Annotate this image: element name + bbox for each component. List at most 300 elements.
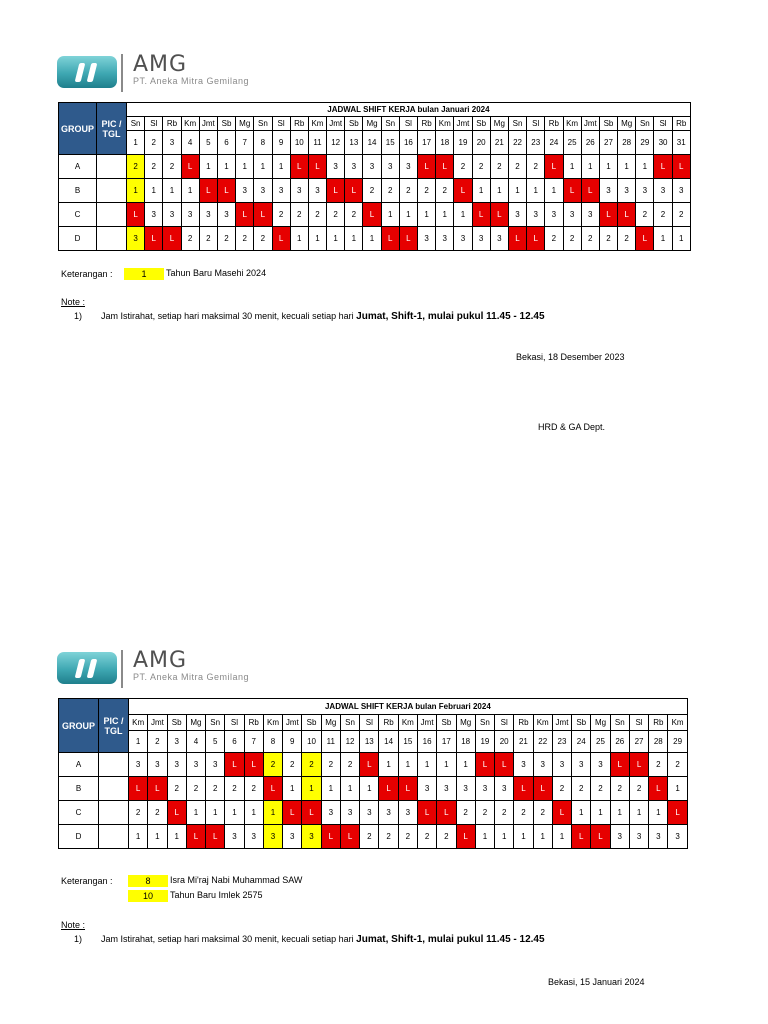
shift-cell: 2 [572,777,591,801]
shift-cell: 1 [379,753,398,777]
date-cell: 28 [618,131,636,155]
shift-cell: 1 [591,801,610,825]
date-cell: 20 [495,731,514,753]
note-number: 1) [74,934,83,944]
day-name-cell: Jmt [417,715,436,731]
date-cell: 12 [340,731,359,753]
shift-cell: 1 [581,155,599,179]
shift-cell: L [263,777,282,801]
shift-cell: 1 [533,825,552,849]
shift-cell: 1 [399,203,417,227]
date-cell: 12 [327,131,345,155]
legend-text: Isra Mi'raj Nabi Muhammad SAW [170,875,303,885]
shift-cell: L [290,155,308,179]
shift-cell: L [437,801,456,825]
shift-cell: 2 [514,801,533,825]
shift-cell: 1 [302,777,321,801]
shift-cell: L [456,825,475,849]
group-row [59,179,691,203]
shift-cell: 3 [533,753,552,777]
shift-cell: 3 [363,155,381,179]
group-label: B [59,179,97,203]
shift-cell: 1 [217,155,235,179]
pic-cell [97,203,127,227]
shift-cell: 3 [591,753,610,777]
shift-cell: 2 [636,203,654,227]
pic-tgl-header: PIC / TGL [97,103,127,155]
note-number: 1) [74,311,83,321]
date-cell: 27 [629,731,648,753]
shift-cell: 3 [302,825,321,849]
day-name-cell: Jmt [552,715,571,731]
shift-cell: L [186,825,205,849]
day-name-cell: Mg [456,715,475,731]
date-cell: 22 [533,731,552,753]
shift-cell: 3 [236,179,254,203]
department: HRD & GA Dept. [538,422,606,432]
shift-cell: 2 [254,227,272,251]
shift-cell: 1 [254,155,272,179]
shift-cell: L [572,825,591,849]
day-name-cell: Sb [572,715,591,731]
shift-cell: L [599,203,617,227]
shift-cell: 3 [379,801,398,825]
date-cell: 15 [381,131,399,155]
shift-cell: 2 [163,155,181,179]
shift-cell: L [629,753,648,777]
date-cell: 9 [283,731,302,753]
shift-cell: 2 [206,777,225,801]
shift-cell: 1 [436,203,454,227]
shift-cell: 1 [129,825,148,849]
date-cell: 2 [148,731,167,753]
date-cell: 19 [454,131,472,155]
date-cell: 31 [672,131,690,155]
date-cell: 7 [244,731,263,753]
shift-cell: 3 [456,777,475,801]
shift-cell: 1 [472,179,490,203]
day-name-cell: Mg [186,715,205,731]
date-cell: 4 [181,131,199,155]
note-bold: Jumat, Shift-1, mulai pukul 11.45 - 12.45 [356,311,545,322]
pic-cell [99,801,129,825]
shift-cell: 2 [437,825,456,849]
day-name-cell: Rb [163,117,181,131]
shift-cell: L [381,227,399,251]
shift-cell: 1 [475,825,494,849]
legend-swatch: 10 [128,890,168,902]
day-name-cell: Mg [490,117,508,131]
shift-cell: 3 [167,753,186,777]
shift-cell: 3 [672,179,690,203]
shift-cell: 1 [552,825,571,849]
shift-cell: 3 [508,203,526,227]
shift-cell: 3 [417,777,436,801]
date-cell: 2 [145,131,163,155]
shift-cell: 2 [527,155,545,179]
shift-cell: 3 [272,179,290,203]
day-name-cell: Sb [472,117,490,131]
shift-cell: 3 [636,179,654,203]
shift-cell: 2 [399,179,417,203]
group-row [59,801,688,825]
shift-cell: 3 [514,753,533,777]
shift-cell: 1 [649,801,668,825]
shift-cell: 1 [654,227,672,251]
shift-cell: 3 [244,825,263,849]
shift-cell: L [272,227,290,251]
day-name-cell: Sn [127,117,145,131]
shift-cell: L [495,753,514,777]
shift-cell: 3 [527,203,545,227]
shift-cell: 3 [129,753,148,777]
date-cell: 10 [302,731,321,753]
shift-cell: 3 [618,179,636,203]
shift-cell: 2 [340,753,359,777]
shift-cell: 3 [454,227,472,251]
shift-cell: 2 [186,777,205,801]
group-header: GROUP [59,699,99,753]
shift-cell: 3 [399,155,417,179]
shift-cell: 3 [572,753,591,777]
shift-cell: 3 [629,825,648,849]
shift-cell: L [206,825,225,849]
legend-text: Tahun Baru Masehi 2024 [166,268,267,278]
day-name-cell: Sn [610,715,629,731]
shift-cell: L [417,801,436,825]
shift-cell: L [552,801,571,825]
shift-cell: 3 [145,203,163,227]
shift-cell: 1 [572,801,591,825]
shift-cell: 3 [290,179,308,203]
shift-cell: 1 [167,825,186,849]
pic-cell [99,825,129,849]
shift-cell: L [283,801,302,825]
day-name-cell: Rb [672,117,690,131]
note-label: Note : [61,920,86,930]
date-cell: 18 [456,731,475,753]
shift-cell: 1 [363,227,381,251]
date-cell: 23 [552,731,571,753]
shift-cell: 1 [437,753,456,777]
shift-cell: 1 [263,801,282,825]
group-label: A [59,753,99,777]
shift-cell: 2 [454,155,472,179]
date-cell: 5 [206,731,225,753]
date-cell: 1 [129,731,148,753]
group-label: D [59,227,97,251]
shift-cell: 2 [236,227,254,251]
pic-cell [99,753,129,777]
day-name-cell: Mg [321,715,340,731]
day-name-cell: Jmt [283,715,302,731]
keterangan-label: Keterangan : [61,876,113,886]
date-cell: 21 [514,731,533,753]
amg-logo [57,648,277,688]
day-name-cell: Sb [345,117,363,131]
shift-cell: 2 [290,203,308,227]
place-date: Bekasi, 15 Januari 2024 [548,977,645,987]
shift-cell: L [145,227,163,251]
group-row [59,155,691,179]
schedule-title: JADWAL SHIFT KERJA bulan Februari 2024 [129,699,688,715]
shift-cell: L [527,227,545,251]
shift-cell: 1 [514,825,533,849]
pic-cell [97,179,127,203]
date-cell: 9 [272,131,290,155]
date-cell: 17 [418,131,436,155]
group-row [59,753,688,777]
day-name-cell: Sn [636,117,654,131]
shift-cell: L [244,753,263,777]
shift-cell: L [379,777,398,801]
shift-cell: 3 [490,227,508,251]
day-name-cell: Km [129,715,148,731]
shift-cell: 2 [668,753,687,777]
shift-cell: 3 [340,801,359,825]
shift-cell: 1 [418,203,436,227]
shift-cell: L [236,203,254,227]
logo-company: PT. Aneka Mitra Gemilang [133,76,250,86]
day-name-cell: Km [263,715,282,731]
shift-cell: 1 [495,825,514,849]
date-cell: 7 [236,131,254,155]
shift-cell: 1 [636,155,654,179]
shift-cell: 1 [148,825,167,849]
day-name-cell: Sn [206,715,225,731]
shift-cell: 1 [145,179,163,203]
shift-cell: 3 [127,227,145,251]
date-cell: 11 [321,731,340,753]
day-name-cell: Km [533,715,552,731]
day-name-cell: Sn [475,715,494,731]
day-name-cell: Rb [649,715,668,731]
day-name-cell: Km [563,117,581,131]
shift-cell: 3 [283,825,302,849]
shift-cell: 2 [129,801,148,825]
shift-cell: L [327,179,345,203]
date-cell: 25 [591,731,610,753]
day-name-cell: Sn [381,117,399,131]
day-name-cell: Sl [225,715,244,731]
shift-cell: 1 [508,179,526,203]
note-line [74,311,545,322]
shift-cell: 2 [581,227,599,251]
shift-cell: 2 [327,203,345,227]
date-cell: 14 [363,131,381,155]
day-name-cell: Km [308,117,326,131]
shift-cell: 3 [206,753,225,777]
date-cell: 21 [490,131,508,155]
shift-cell: 2 [217,227,235,251]
date-cell: 16 [417,731,436,753]
date-cell: 8 [254,131,272,155]
day-name-cell: Sl [654,117,672,131]
shift-cell: L [360,753,379,777]
shift-cell: 2 [225,777,244,801]
shift-cell: 1 [327,227,345,251]
shift-cell: 1 [127,179,145,203]
day-name-cell: Rb [244,715,263,731]
shift-cell: 2 [495,801,514,825]
shift-cell: L [533,777,552,801]
shift-cell: L [181,155,199,179]
day-name-cell: Km [181,117,199,131]
date-cell: 23 [527,131,545,155]
group-row [59,203,691,227]
shift-cell: 3 [225,825,244,849]
day-name-cell: Sl [360,715,379,731]
shift-cell: 2 [672,203,690,227]
day-name-cell: Rb [545,117,563,131]
shift-cell: 1 [345,227,363,251]
shift-cell: 3 [581,203,599,227]
shift-cell: L [167,801,186,825]
date-cell: 13 [360,731,379,753]
shift-cell: 3 [398,801,417,825]
shift-cell: L [490,203,508,227]
shift-cell: 2 [490,155,508,179]
shift-cell: 2 [533,801,552,825]
shift-cell: 1 [360,777,379,801]
date-cell: 3 [167,731,186,753]
group-row [59,227,691,251]
shift-cell: L [672,155,690,179]
shift-cell: 1 [244,801,263,825]
shift-cell: 2 [308,203,326,227]
shift-cell: 2 [610,777,629,801]
shift-cell: 3 [148,753,167,777]
logo-company: PT. Aneka Mitra Gemilang [133,672,250,682]
shift-cell: 1 [527,179,545,203]
date-cell: 14 [379,731,398,753]
shift-cell: L [508,227,526,251]
date-cell: 29 [636,131,654,155]
shift-cell: 3 [327,155,345,179]
shift-cell: L [254,203,272,227]
shift-cell: L [399,227,417,251]
shift-cell: 2 [552,777,571,801]
shift-cell: 1 [629,801,648,825]
note-bold: Jumat, Shift-1, mulai pukul 11.45 - 12.45 [356,934,545,945]
day-name-cell: Rb [514,715,533,731]
shift-cell: 2 [272,203,290,227]
note-text: Jam Istirahat, setiap hari maksimal 30 menit, kecuali setiap hari [101,311,357,321]
date-cell: 13 [345,131,363,155]
shift-cell: 3 [186,753,205,777]
legend-swatch: 1 [124,268,164,280]
shift-cell: L [475,753,494,777]
shift-cell: 2 [345,203,363,227]
date-cell: 8 [263,731,282,753]
shift-cell: 3 [199,203,217,227]
date-cell: 26 [610,731,629,753]
group-label: C [59,203,97,227]
shift-cell: 1 [206,801,225,825]
date-cell: 1 [127,131,145,155]
legend-swatch: 8 [128,875,168,887]
day-name-cell: Rb [290,117,308,131]
shift-cell: L [610,753,629,777]
shift-cell: L [618,203,636,227]
shift-cell: L [225,753,244,777]
shift-cell: 3 [610,825,629,849]
shift-cell: L [654,155,672,179]
day-name-cell: Jmt [148,715,167,731]
amg-badge-icon [57,56,117,88]
shift-cell: L [472,203,490,227]
february-schedule-table [58,698,688,849]
shift-cell: 2 [363,179,381,203]
shift-cell: 3 [475,777,494,801]
shift-cell: 1 [398,753,417,777]
shift-cell: 3 [495,777,514,801]
day-name-cell: Mg [591,715,610,731]
shift-cell: 1 [668,777,687,801]
day-name-cell: Km [668,715,687,731]
shift-cell: 3 [472,227,490,251]
date-cell: 11 [308,131,326,155]
shift-cell: 2 [199,227,217,251]
shift-cell: 3 [321,801,340,825]
shift-cell: L [340,825,359,849]
day-name-cell: Sb [599,117,617,131]
shift-cell: 3 [563,203,581,227]
pic-cell [97,227,127,251]
group-row [59,825,688,849]
shift-cell: 2 [654,203,672,227]
shift-cell: 3 [649,825,668,849]
shift-cell: 1 [490,179,508,203]
day-name-cell: Jmt [199,117,217,131]
date-cell: 15 [398,731,417,753]
shift-cell: 3 [437,777,456,801]
shift-cell: 1 [181,179,199,203]
shift-cell: 1 [199,155,217,179]
note-text: Jam Istirahat, setiap hari maksimal 30 menit, kecuali setiap hari [101,934,357,944]
shift-cell: 3 [436,227,454,251]
shift-cell: 3 [418,227,436,251]
shift-cell: 1 [272,155,290,179]
shift-cell: 2 [360,825,379,849]
date-cell: 3 [163,131,181,155]
shift-cell: 1 [599,155,617,179]
shift-cell: 1 [236,155,254,179]
date-cell: 29 [668,731,687,753]
shift-cell: 2 [418,179,436,203]
shift-cell: 2 [283,753,302,777]
shift-cell: L [636,227,654,251]
shift-cell: L [148,777,167,801]
shift-cell: 2 [263,753,282,777]
day-name-cell: Sl [145,117,163,131]
day-name-cell: Sl [272,117,290,131]
shift-cell: L [514,777,533,801]
shift-cell: 2 [563,227,581,251]
group-header: GROUP [59,103,97,155]
shift-cell: L [545,155,563,179]
shift-cell: 1 [225,801,244,825]
shift-cell: 3 [254,179,272,203]
pic-cell [97,155,127,179]
shift-cell: 3 [308,179,326,203]
date-cell: 24 [545,131,563,155]
shift-cell: L [436,155,454,179]
day-name-cell: Mg [618,117,636,131]
date-cell: 4 [186,731,205,753]
group-row [59,777,688,801]
shift-cell: L [363,203,381,227]
